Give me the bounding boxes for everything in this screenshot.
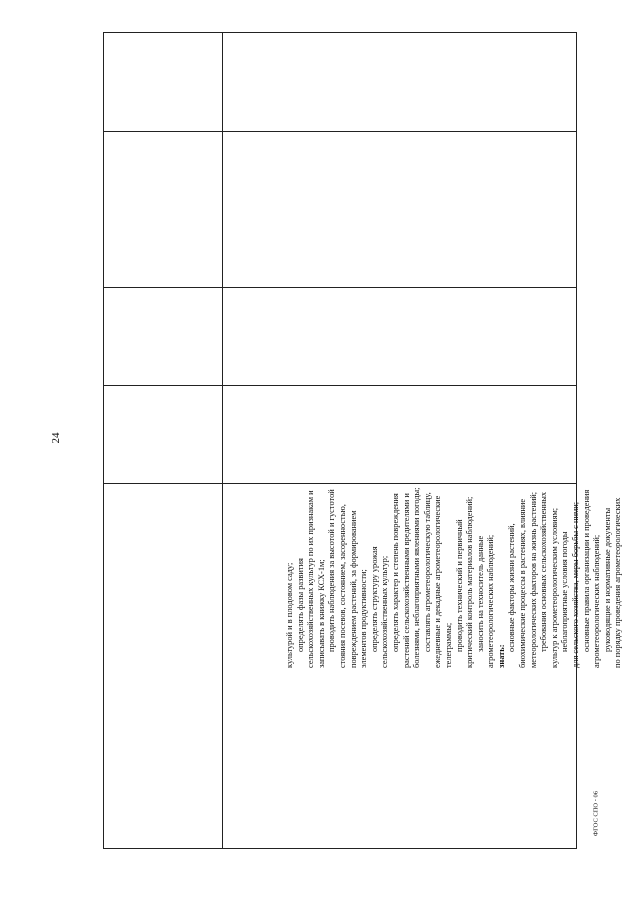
- text-line: элементов продуктивности;: [359, 569, 369, 668]
- text-line: агрометеорологических наблюдений;: [592, 534, 602, 668]
- text-line: телеграммы;: [443, 622, 453, 668]
- footer-code: ФГОС СПО - 06: [592, 790, 600, 837]
- text-line: записывать в книжку КСХ-1м;: [316, 559, 326, 668]
- text-line: повреждением растений, за формированием: [348, 510, 358, 668]
- text-line: руководящие и нормативные документы: [602, 507, 612, 652]
- text-line: критический контроль материалов наблюдений;: [465, 496, 475, 668]
- text-line: по порядку проведения агрометеорологических: [613, 497, 623, 668]
- text-line: культур к агрометеорологическим условиям;: [549, 507, 559, 668]
- column-divider: [222, 33, 223, 848]
- text-line: метеорологических факторов на жизнь растений;: [528, 491, 538, 668]
- text-line: болезнями, неблагоприятными явлениями погоды;: [412, 487, 422, 668]
- text-line: составлять агрометеорологическую таблицу,: [422, 492, 432, 652]
- text-line: сельскохозяйственных культур;: [380, 555, 390, 668]
- text-line: определять характер и степень повреждения: [390, 493, 400, 652]
- text-line: растений сельскохозяйственными вредителями и: [401, 493, 411, 668]
- text-line: неблагоприятные условия погоды: [560, 531, 570, 652]
- text-line: знать:: [496, 644, 506, 668]
- page-number: 24: [50, 432, 62, 444]
- text-line: определять фазы развития: [295, 558, 305, 652]
- text-line: заносить на техноситель данные: [475, 535, 485, 652]
- text-line: проводить наблюдения за высотой и густотой: [327, 489, 337, 652]
- text-line: культурой и в плодовом саду;: [285, 562, 294, 668]
- text-line: для сельского хозяйства, меры борьбы с ними;: [571, 501, 581, 668]
- text-line: агрометеорологических наблюдений;: [486, 534, 496, 668]
- text-line: требования основных сельскохозяйственных: [539, 491, 549, 652]
- text-line: проводить технический и первичный: [454, 519, 464, 652]
- text-line: основные правила организации и проведения: [581, 489, 591, 652]
- text-line: ежедневные и декадные агрометеорологические: [433, 495, 443, 668]
- text-line: сельскохозяйственных культур по их признакам и: [306, 490, 316, 668]
- cell-content: [285, 208, 623, 668]
- text-line: стояния посевов, состоянием, засоренностью,: [337, 504, 347, 668]
- row-divider: [104, 131, 576, 132]
- text-line: определять структуру урожая: [369, 546, 379, 652]
- text-line: основные факторы жизни растений,: [507, 523, 517, 652]
- text-line: биохимические процессы в растениях, влияние: [518, 498, 528, 668]
